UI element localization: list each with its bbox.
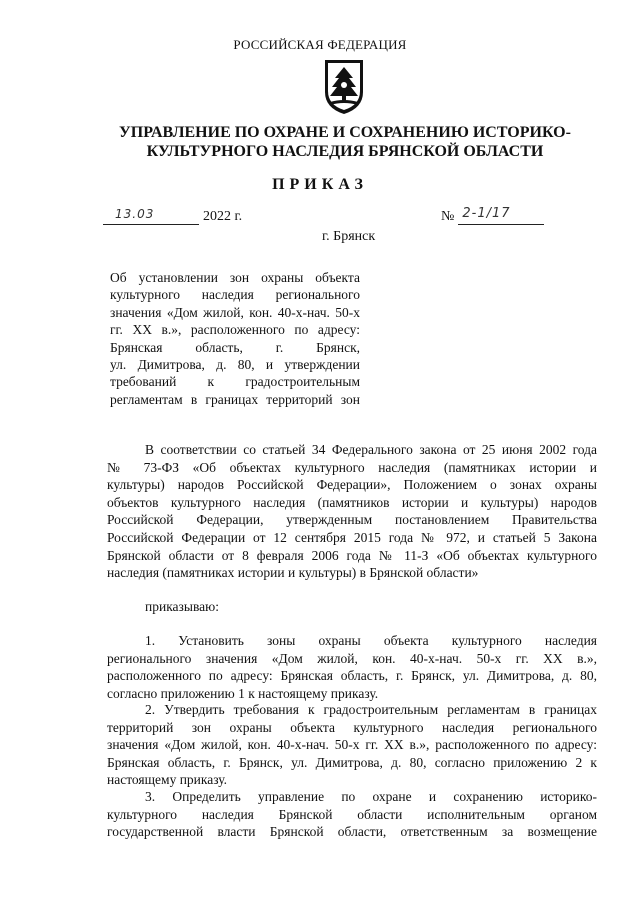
paragraph-line: 2. Утвердить требования к градостроительным регламентам в границах — [145, 702, 597, 717]
document-number — [441, 206, 544, 225]
handwritten-number: 2-1/17 — [462, 206, 511, 221]
paragraph-line: 3. Определить управление по охране и сохранению историко- — [145, 789, 597, 804]
order-item-2 — [107, 701, 597, 789]
organization-name-line-2: КУЛЬТУРНОГО НАСЛЕДИЯ БРЯНСКОЙ ОБЛАСТИ — [146, 143, 544, 160]
paragraph-line: Брянская область, г. Брянск, ул. Димитрова, д. 80, согласно приложению 2 к — [107, 754, 597, 770]
paragraph-line: значения «Дом жилой, кон. 40-х-нач. 50-х гг. ХХ в.», расположенного по адресу: — [107, 737, 597, 753]
paragraph-line: В соответствии со статьей 34 Федерального закона от 25 июня 2002 года — [145, 442, 597, 457]
date-blank — [103, 209, 199, 225]
order-item-3 — [107, 788, 597, 841]
paragraph-line: объектов культурного наследия (памятников истории и культуры) народов — [107, 494, 597, 510]
date-year: 2022 г. — [203, 209, 243, 224]
paragraph-line: согласно приложению 1 к настоящему приказу. — [107, 685, 379, 701]
paragraph-line: территорий зон охраны объекта культурного наследия регионального — [107, 719, 597, 735]
paragraph-line: регионального значения «Дом жилой, кон. 40-х-нач. 50-х гг. ХХ в.», — [107, 650, 597, 666]
title-line: регламентам в границах территорий зон — [110, 391, 360, 407]
paragraph-line: государственной власти Брянской области, ответственным за возмещение — [107, 824, 597, 840]
order-item-1 — [107, 632, 597, 702]
paragraph-line: 1. Установить зоны охраны объекта культурного наследия — [145, 633, 597, 648]
paragraph-line: культурного наследия Брянской области исполнительным органом — [107, 806, 597, 822]
title-line: ул. Димитрова, д. 80, и утверждении — [110, 357, 360, 373]
title-line: гг. ХХ в.», расположенного по адресу: — [110, 322, 360, 338]
title-line: культурного наследия регионального — [110, 287, 360, 303]
title-line: Об установлении зон охраны объекта — [110, 270, 360, 285]
handwritten-date: 13.03 — [115, 207, 155, 221]
organization-name-line-1: УПРАВЛЕНИЕ ПО ОХРАНЕ И СОХРАНЕНИЮ ИСТОРИКО- — [119, 124, 571, 141]
country-header: РОССИЙСКАЯ ФЕДЕРАЦИЯ — [233, 37, 407, 52]
order-title — [110, 269, 360, 408]
paragraph-line: Российской Федерации, утвержденным постановлением Правительства — [107, 512, 597, 528]
order-word: приказываю: — [145, 599, 219, 614]
document-date — [103, 209, 242, 225]
coat-of-arms-icon — [322, 58, 366, 116]
title-line: требований к градостроительным — [110, 374, 360, 390]
paragraph-line: наследия (памятниках истории и культуры) в Брянской области» — [107, 565, 479, 581]
preamble-paragraph — [107, 441, 597, 582]
number-label: № — [441, 209, 455, 224]
title-line: Брянская область, г. Брянск, — [110, 339, 360, 355]
paragraph-line: расположенного по адресу: Брянская область, г. Брянск, ул. Димитрова, д. 80, — [107, 668, 597, 684]
paragraph-line: Российской Федерации от 12 сентября 2015 года № 972, и статьей 5 Закона — [107, 529, 597, 545]
title-line: значения «Дом жилой, кон. 40-х-нач. 50-х — [110, 304, 360, 320]
number-blank — [458, 206, 544, 225]
city: г. Брянск — [322, 229, 376, 244]
document-type: ПРИКАЗ — [272, 176, 368, 193]
paragraph-line: настоящему приказу. — [107, 772, 228, 788]
paragraph-line: Брянской области от 8 февраля 2006 года № 11-З «Об объектах культурного — [107, 547, 597, 563]
paragraph-line: культуры) народов Российской Федерации», Положением о зонах охраны — [107, 477, 597, 493]
paragraph-line: № 73-ФЗ «Об объектах культурного наследия (памятниках истории и — [107, 459, 597, 475]
